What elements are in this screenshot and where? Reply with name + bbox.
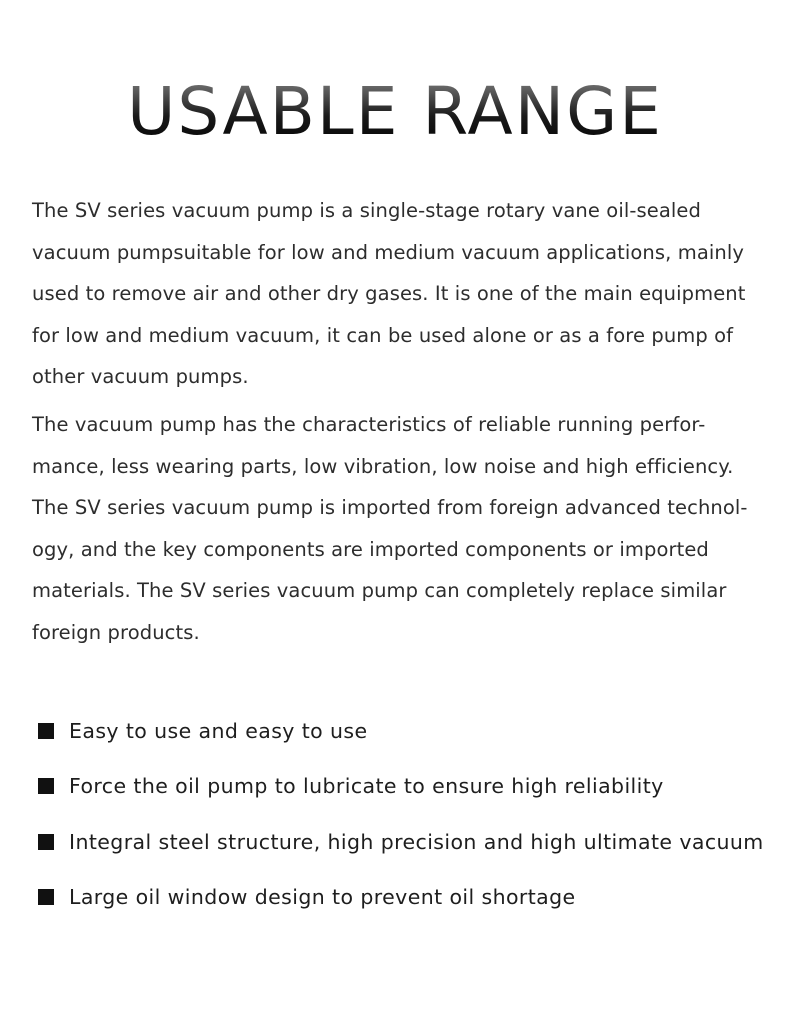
feature-text: Easy to use and easy to use — [69, 718, 368, 743]
feature-list — [38, 703, 778, 925]
feature-item-oil-window — [38, 870, 778, 926]
feature-text: Force the oil pump to lubricate to ensure high reliability — [69, 774, 664, 799]
square-bullet-icon — [38, 723, 54, 739]
feature-text: Integral steel structure, high precision and high ultimate vacuum — [69, 829, 764, 854]
feature-item-easy-to-use — [38, 703, 778, 759]
feature-item-steel-structure — [38, 814, 778, 870]
description-paragraph-1: The SV series vacuum pump is a single-stage rotary vane oil-sealed vacuum pumpsuitable for low and medium vacuum applications, mainly used to remove air and other dry gases. It is one of the main equipment for low and medium vacuum, it can be used alone or as a fore pump of other vacuum pumps. — [32, 199, 746, 389]
square-bullet-icon — [38, 889, 54, 905]
square-bullet-icon — [38, 834, 54, 850]
feature-item-oil-pump-lubrication — [38, 759, 778, 815]
description-paragraph-2: The vacuum pump has the characteristics of reliable running perfor-mance, less wearing parts, low vibration, low noise and high efficiency. The SV series vacuum pump is imported from foreign advanced technol-ogy, and the key components are imported components or imported materials. The SV series vacuum pump can completely replace similar foreign products. — [32, 412, 748, 644]
page-title: USABLE RANGE — [0, 72, 790, 152]
square-bullet-icon — [38, 778, 54, 794]
description-section — [32, 190, 767, 660]
feature-text: Large oil window design to prevent oil shortage — [69, 885, 576, 910]
